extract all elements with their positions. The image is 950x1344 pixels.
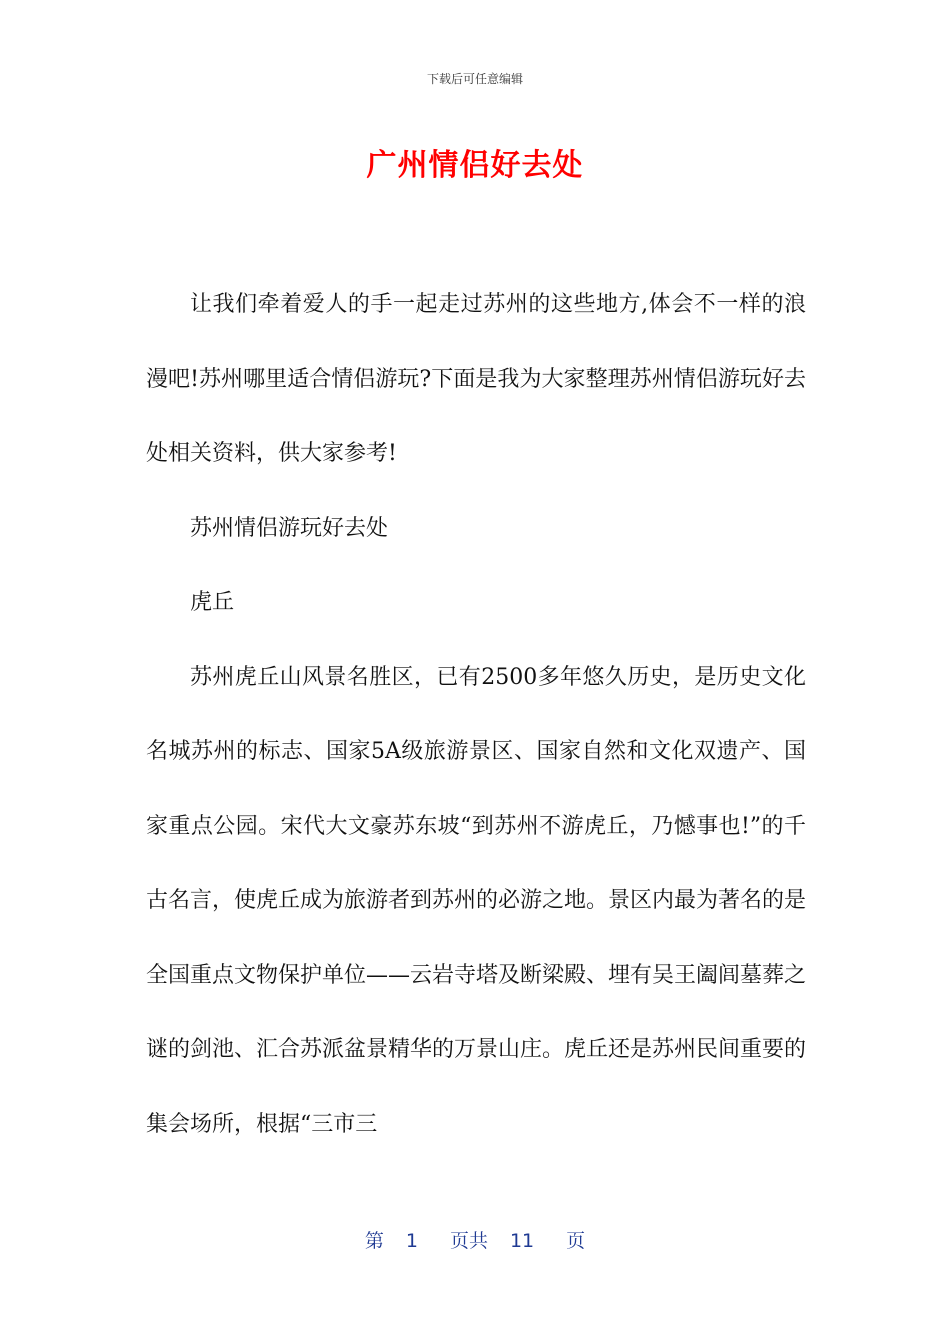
footer-page-prefix: 第 <box>364 1230 384 1252</box>
body-paragraph: 苏州虎丘山风景名胜区，已有2500多年悠久历史，是历史文化名城苏州的标志、国家5A级旅游景区、国家自然和文化双遗产、国家重点公园。宋代大文豪苏东坡“到苏州不游虎丘，乃憾事也!”的千古名言，使虎丘成为旅游者到苏州的必游之地。景区内最为著名的是全国重点文物保护单位——云岩寺塔及断梁殿、埋有吴王阖闾墓葬之谜的剑池、汇合苏派盆景精华的万景山庄。虎丘还是苏州民间重要的集会场所，根据“三市三 <box>146 664 807 1137</box>
document-body <box>146 268 806 1162</box>
subsection-heading: 虎丘 <box>190 590 235 615</box>
intro-paragraph: 让我们牵着爱人的手一起走过苏州的这些地方,体会不一样的浪漫吧!苏州哪里适合情侣游玩?下面是我为大家整理苏州情侣游玩好去处相关资料，供大家参考! <box>146 292 806 466</box>
footer-page-number: 1 <box>405 1230 418 1252</box>
section-heading: 苏州情侣游玩好去处 <box>190 515 389 541</box>
page-title: 广州情侣好去处 <box>366 148 584 183</box>
footer-total-pages: 11 <box>509 1230 535 1252</box>
footer-total-prefix: 页共 <box>449 1230 488 1252</box>
page-footer <box>0 1226 950 1253</box>
footer-page-suffix: 页 <box>566 1230 586 1252</box>
header-note: 下载后可任意编辑 <box>426 72 523 86</box>
